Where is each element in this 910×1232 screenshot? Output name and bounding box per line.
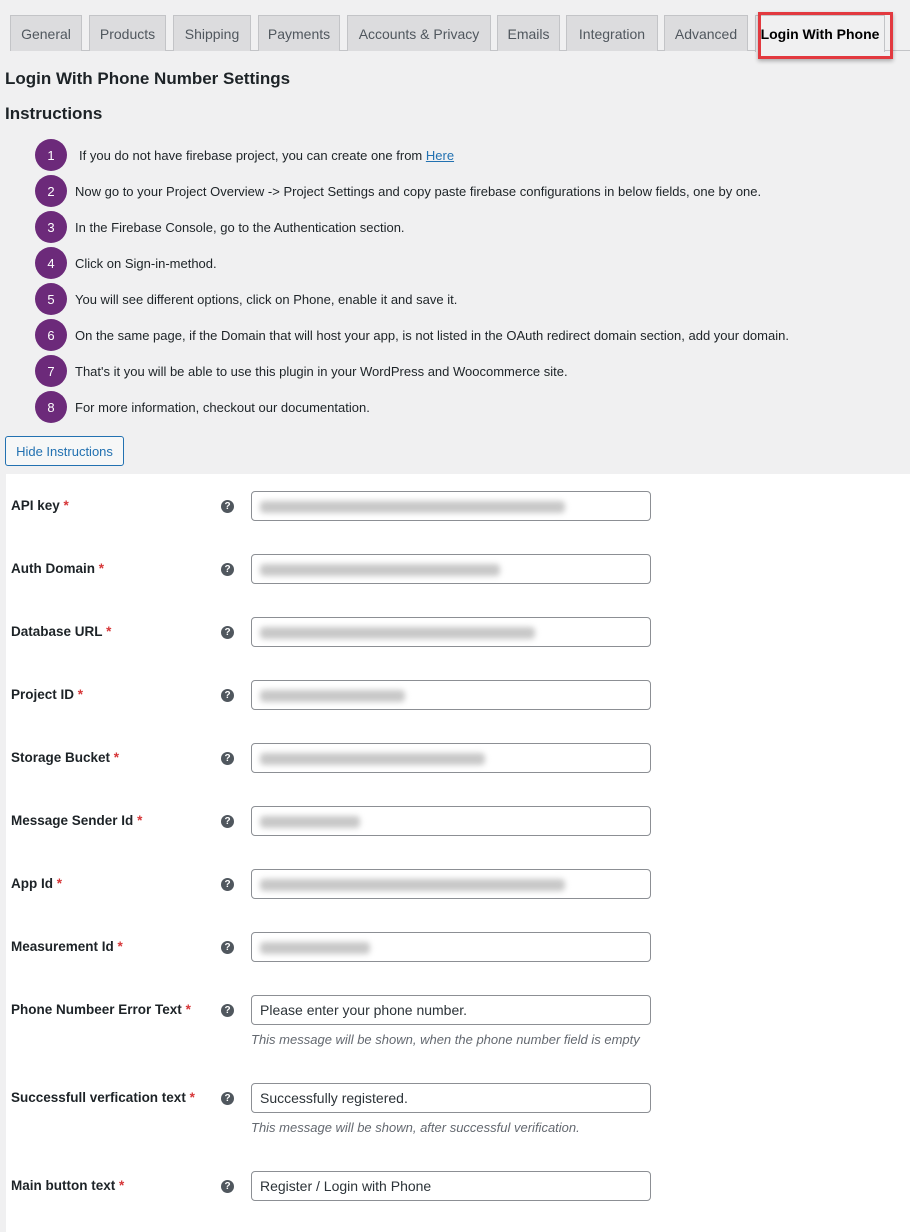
field-label-text: Measurement Id xyxy=(11,939,114,954)
field-label-text: Auth Domain xyxy=(11,561,95,576)
step-number-badge: 1 xyxy=(35,139,67,171)
field-input[interactable] xyxy=(251,743,651,773)
redacted-value xyxy=(260,627,535,639)
step-number-badge: 3 xyxy=(35,211,67,243)
step-number-badge: 4 xyxy=(35,247,67,279)
redacted-value xyxy=(260,564,500,576)
required-mark: * xyxy=(106,624,112,639)
instruction-step xyxy=(35,247,217,279)
field-label xyxy=(11,1090,195,1105)
step-text-content: If you do not have firebase project, you can create one from xyxy=(79,147,426,163)
required-mark: * xyxy=(117,939,123,954)
field-label xyxy=(11,939,123,954)
highlight-box xyxy=(758,12,893,59)
field-value: Please enter your phone number. xyxy=(260,1002,468,1018)
field-label xyxy=(11,1178,124,1193)
field-label-text: App Id xyxy=(11,876,53,891)
field-label xyxy=(11,624,111,639)
step-text-content: That's it you will be able to use this plugin in your WordPress and Woocommerce site. xyxy=(75,363,568,379)
instruction-step xyxy=(35,211,405,243)
step-text-content: In the Firebase Console, go to the Authentication section. xyxy=(75,219,405,235)
here-link[interactable]: Here xyxy=(425,147,455,163)
instructions-title: Instructions xyxy=(5,104,103,123)
redacted-value xyxy=(260,501,565,513)
field-label-text: Storage Bucket xyxy=(11,750,111,765)
help-tip-icon[interactable]: ? xyxy=(221,815,234,828)
help-tip-icon[interactable]: ? xyxy=(221,563,234,576)
tab-advanced[interactable]: Advanced xyxy=(664,15,748,51)
help-tip-icon[interactable]: ? xyxy=(221,626,234,639)
required-mark: * xyxy=(56,876,63,891)
hide-instructions-button[interactable]: Hide Instructions xyxy=(5,436,124,466)
field-input[interactable] xyxy=(251,869,651,899)
instruction-step xyxy=(35,319,789,351)
required-mark: * xyxy=(137,813,143,828)
field-label xyxy=(11,498,69,513)
tab-payments[interactable]: Payments xyxy=(258,15,340,51)
field-description: This message will be shown, when the phone number field is empty xyxy=(251,1032,640,1047)
redacted-value xyxy=(260,942,370,954)
field-label-text: Successfull verfication text xyxy=(11,1090,186,1105)
step-text-content: For more information, checkout our documentation. xyxy=(75,399,370,415)
step-text-content: Now go to your Project Overview -> Project Settings and copy paste firebase configurations in below fields, one by one. xyxy=(75,183,762,199)
required-mark: * xyxy=(63,498,69,513)
help-tip-icon[interactable]: ? xyxy=(221,878,234,891)
tab-accounts-privacy[interactable]: Accounts & Privacy xyxy=(347,15,491,51)
instruction-step xyxy=(35,139,454,171)
help-tip-icon[interactable]: ? xyxy=(221,752,234,765)
step-text xyxy=(75,220,405,235)
field-input[interactable] xyxy=(251,932,651,962)
tab-login-with-phone[interactable]: Login With Phone xyxy=(755,15,885,52)
instruction-step xyxy=(35,175,761,207)
help-tip-icon[interactable]: ? xyxy=(221,500,234,513)
field-label xyxy=(11,1002,191,1017)
instruction-step xyxy=(35,283,457,315)
step-text-content: On the same page, if the Domain that will host your app, is not listed in the OAuth redirect domain section, add your domain. xyxy=(75,327,789,343)
field-label xyxy=(11,750,119,765)
step-text xyxy=(79,148,454,163)
field-label-text: Project ID xyxy=(11,687,75,702)
field-input[interactable] xyxy=(251,491,651,521)
field-label-text: Phone Numbeer Error Text xyxy=(11,1002,182,1017)
help-tip-icon[interactable]: ? xyxy=(221,1004,234,1017)
required-mark: * xyxy=(77,687,84,702)
tab-general[interactable]: General xyxy=(10,15,82,51)
step-number-badge: 8 xyxy=(35,391,67,423)
field-input[interactable] xyxy=(251,554,651,584)
step-text xyxy=(75,256,217,271)
tab-shipping[interactable]: Shipping xyxy=(173,15,251,51)
step-number-badge: 2 xyxy=(35,175,67,207)
step-text xyxy=(75,400,370,415)
field-label xyxy=(11,813,142,828)
redacted-value xyxy=(260,753,485,765)
help-tip-icon[interactable]: ? xyxy=(221,689,234,702)
step-text xyxy=(75,184,761,199)
step-number-badge: 6 xyxy=(35,319,67,351)
required-mark: * xyxy=(113,750,120,765)
step-text xyxy=(75,292,457,307)
settings-form xyxy=(6,474,910,1232)
step-text-content: Click on Sign-in-method. xyxy=(75,255,217,271)
tab-integration[interactable]: Integration xyxy=(566,15,658,51)
field-value: Successfully registered. xyxy=(260,1090,408,1106)
required-mark: * xyxy=(189,1090,195,1105)
step-number-badge: 7 xyxy=(35,355,67,387)
instruction-step xyxy=(35,355,568,387)
redacted-value xyxy=(260,879,565,891)
field-label-text: Message Sender Id xyxy=(11,813,134,828)
page-title: Login With Phone Number Settings xyxy=(5,69,291,88)
field-label-text: Database URL xyxy=(11,624,103,639)
field-input[interactable] xyxy=(251,680,651,710)
step-text xyxy=(75,364,568,379)
tab-emails[interactable]: Emails xyxy=(497,15,560,51)
instruction-step xyxy=(35,391,370,423)
field-label xyxy=(11,687,83,702)
field-input[interactable] xyxy=(251,995,651,1025)
field-value: Register / Login with Phone xyxy=(260,1178,432,1194)
field-input[interactable] xyxy=(251,806,651,836)
field-label-text: Main button text xyxy=(11,1178,116,1193)
help-tip-icon[interactable]: ? xyxy=(221,1092,234,1105)
redacted-value xyxy=(260,816,360,828)
help-tip-icon[interactable]: ? xyxy=(221,1180,234,1193)
required-mark: * xyxy=(119,1178,125,1193)
required-mark: * xyxy=(98,561,105,576)
field-label-text: API key xyxy=(11,498,60,513)
step-number-badge: 5 xyxy=(35,283,67,315)
redacted-value xyxy=(260,690,405,702)
field-label xyxy=(11,561,104,576)
field-input[interactable] xyxy=(251,617,651,647)
required-mark: * xyxy=(185,1002,191,1017)
field-description: This message will be shown, after successful verification. xyxy=(251,1120,580,1135)
tab-products[interactable]: Products xyxy=(89,15,166,51)
step-text-content: You will see different options, click on Phone, enable it and save it. xyxy=(75,291,458,307)
field-label xyxy=(11,876,62,891)
step-text xyxy=(75,328,789,343)
field-input[interactable] xyxy=(251,1171,651,1201)
field-input[interactable] xyxy=(251,1083,651,1113)
help-tip-icon[interactable]: ? xyxy=(221,941,234,954)
